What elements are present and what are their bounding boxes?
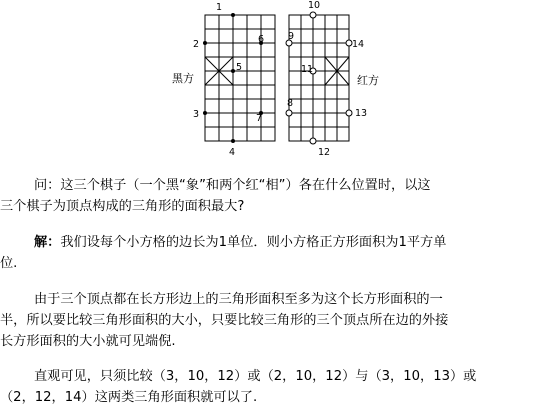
position-3-dot	[203, 111, 207, 115]
conclusion-paragraph	[0, 366, 550, 408]
solution-paragraph	[0, 232, 550, 274]
solution-line-1	[0, 232, 550, 253]
label-9: 9	[288, 31, 295, 42]
label-7: 7	[256, 113, 263, 124]
red-position-circles	[286, 12, 352, 144]
reasoning-line-1: 由于三个顶点都在长方形边上的三角形面积至多为这个长方形面积的一	[34, 292, 443, 307]
red-half-grid	[289, 15, 349, 141]
label-2: 2	[193, 39, 200, 50]
position-5-dot	[231, 69, 235, 73]
red-side-label: 红方	[357, 74, 379, 87]
chess-board-diagram	[0, 0, 550, 170]
label-14: 14	[352, 39, 365, 50]
conclusion-line-1: 直观可见，只须比较（3，10，12）或（2，10，12）与（3，10，13）或	[34, 369, 477, 384]
reasoning-paragraph	[0, 289, 550, 352]
position-2-dot	[203, 41, 207, 45]
position-8-circle	[286, 110, 292, 116]
label-10: 10	[308, 0, 321, 11]
position-12-circle	[310, 138, 316, 144]
solution-label: 解：	[34, 235, 61, 250]
question-line-1: 问：这三个棋子（一个黑“象”和两个红“相”）各在什么位置时，以这	[34, 178, 431, 193]
label-3: 3	[193, 109, 200, 120]
black-half-grid	[205, 15, 275, 141]
label-6: 6	[258, 34, 265, 45]
solution-line-1-text: 我们设每个小方格的边长为1单位．则小方格正方形面积为1平方单	[60, 235, 447, 250]
position-1-dot	[231, 13, 235, 17]
position-4-dot	[231, 139, 235, 143]
black-side-label: 黑方	[172, 72, 194, 85]
question-paragraph	[0, 175, 550, 217]
reasoning-line-2: 半，所以要比较三角形面积的大小，只要比较三角形的三个顶点所在边的外接	[0, 313, 449, 328]
solution-line-2: 位.	[0, 256, 18, 271]
conclusion-line-2: （2，12，14）这两类三角形面积就可以了.	[0, 390, 258, 405]
position-10-circle	[310, 12, 316, 18]
label-12: 12	[318, 147, 331, 158]
label-5: 5	[236, 62, 243, 73]
label-4: 4	[229, 147, 236, 158]
label-13: 13	[355, 108, 368, 119]
label-8: 8	[287, 98, 294, 109]
position-13-circle	[346, 110, 352, 116]
question-line-2: 三个棋子为顶点构成的三角形的面积最大?	[0, 199, 245, 214]
label-11: 11	[301, 64, 314, 75]
label-1: 1	[216, 2, 223, 13]
reasoning-line-3: 长方形面积的大小就可见端倪.	[0, 334, 176, 349]
